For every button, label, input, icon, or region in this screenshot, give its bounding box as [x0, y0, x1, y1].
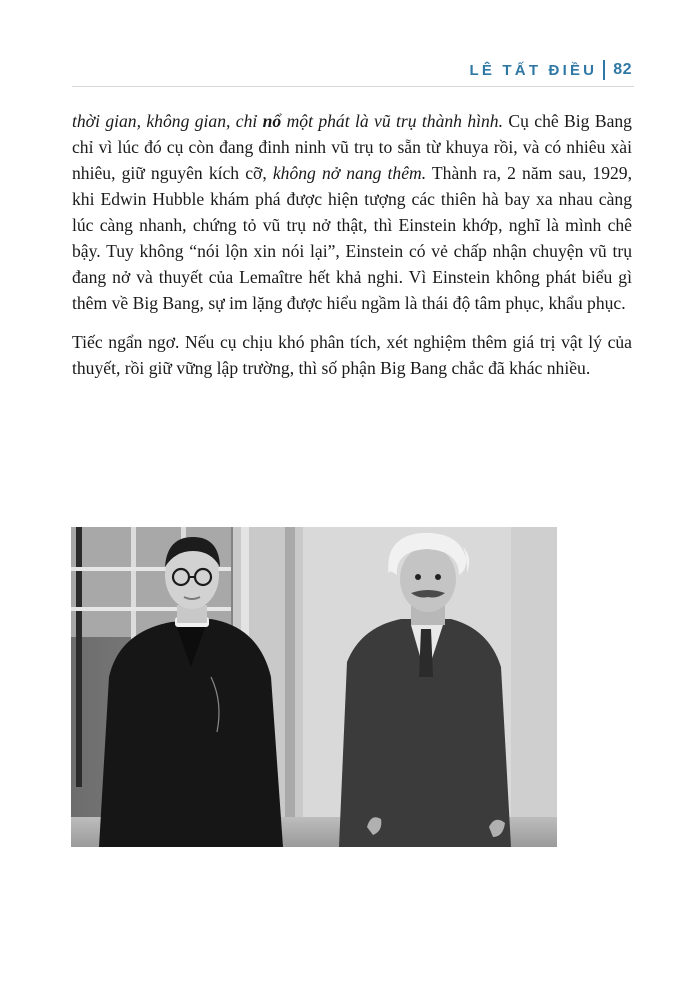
bold-word: nổ: [262, 111, 282, 131]
page-number: 82: [613, 61, 632, 78]
header-rule: [72, 86, 634, 87]
paragraph-2: Tiếc ngẩn ngơ. Nếu cụ chịu khó phân tích, xét nghiệm thêm giá trị vật lý của thuyết, rồi giữ vững lập trường, thì số phận Big Bang chắc đã khác nhiều.: [72, 332, 632, 378]
running-header: [470, 60, 633, 80]
paragraph-1-text-b: Thành ra, 2 năm sau, 1929, khi Edwin Hubble khám phá được hiện tượng các thiên hà bay xa nhau càng lúc càng nhanh, chứng tỏ vũ trụ nở thật, thì Einstein khớp, nghĩ là mình chê bậy. Tuy không “nói lộn xin nói lại”, Einstein có vẻ chấp nhận chuyện vũ trụ đang nở và thuyết của Lemaître hết khả nghi. Vì Einstein không phát biểu gì thêm về Big Bang, sự im lặng được hiểu ngầm là thái độ tâm phục, khẩu phục.: [72, 163, 632, 313]
italic-text-a: thời gian, không gian, chỉ: [72, 111, 263, 131]
italic-phrase-1: [72, 111, 503, 131]
italic-text-c: một phát là vũ trụ thành hình.: [281, 111, 504, 131]
photo-illustration: [71, 527, 557, 847]
body-text: [72, 108, 632, 381]
header-separator: [603, 60, 605, 80]
paragraph-1: [72, 108, 632, 316]
header-author: LÊ TẤT ĐIỀU: [469, 61, 598, 79]
italic-phrase-2: không nở nang thêm.: [272, 163, 427, 183]
paragraph-1-text-a: Cụ chê Big Bang chỉ vì lúc đó cụ còn đang đinh ninh vũ trụ to sẵn từ khuya rồi, và có nhiêu xài nhiêu, giữ nguyên kích cỡ,: [72, 111, 632, 183]
historical-photo: [71, 527, 557, 847]
